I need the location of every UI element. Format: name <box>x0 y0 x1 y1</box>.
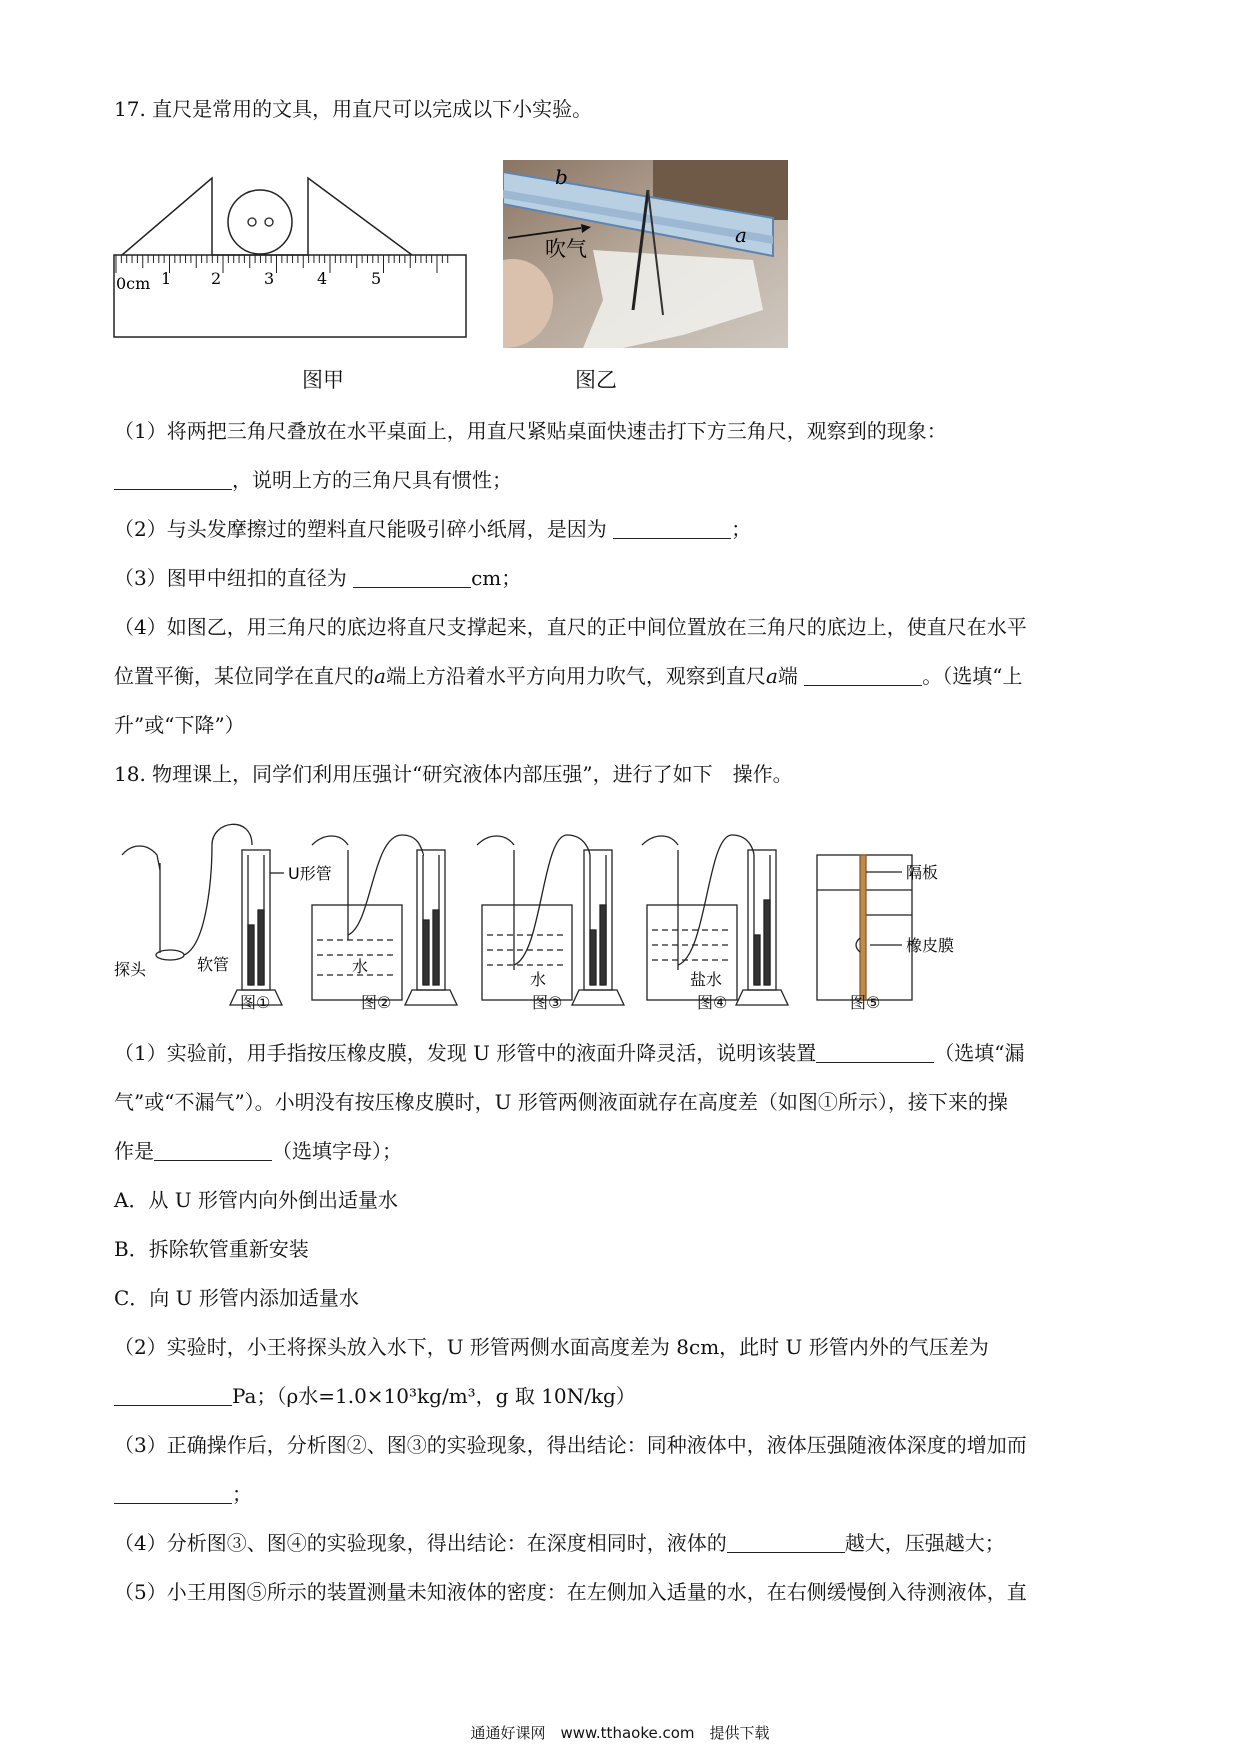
caption-fig3: 图③ <box>532 993 563 1012</box>
label-b: b <box>555 165 568 189</box>
label-water-3: 水 <box>530 970 547 989</box>
q17-part4-line3: 升”或“下降”） <box>114 713 245 737</box>
q18-option-b: B．拆除软管重新安装 <box>114 1237 309 1261</box>
q17-part4-line1: （4）如图乙，用三角尺的底边将直尺支撑起来，直尺的正中间位置放在三角尺的底边上，使直尺在水平 <box>114 615 1027 639</box>
q18-part3-line2: ； <box>114 1481 252 1507</box>
label-water-2: 水 <box>352 957 369 976</box>
answer-blank[interactable] <box>114 1385 232 1406</box>
q17-part2: （2）与头发摩擦过的塑料直尺能吸引碎小纸屑，是因为 ； <box>114 517 752 541</box>
label-u-tube: U形管 <box>288 864 332 883</box>
answer-blank[interactable] <box>353 567 471 588</box>
label-a: a <box>735 223 747 247</box>
ruler-unit-label: 0cm <box>116 274 151 293</box>
figure-jia <box>112 160 472 345</box>
label-soft-tube: 软管 <box>197 955 230 974</box>
q18-part1-line1: （1）实验前，用手指按压橡皮膜，发现 U 形管中的液面升降灵活，说明该装置 （选填“漏 <box>114 1041 1025 1065</box>
caption-fig1: 图① <box>240 993 271 1012</box>
answer-blank[interactable] <box>114 1483 232 1504</box>
label-salt-water: 盐水 <box>690 970 723 989</box>
caption-jia: 图甲 <box>302 368 344 392</box>
page-footer: 通通好课网 www.tthaoke.com 提供下载 <box>470 1724 770 1742</box>
answer-blank[interactable] <box>114 469 232 490</box>
caption-fig2: 图② <box>361 993 392 1012</box>
q18-part3-line1: （3）正确操作后，分析图②、图③的实验现象，得出结论：同种液体中，液体压强随液体深度的增加而 <box>114 1433 1027 1457</box>
label-probe: 探头 <box>114 960 147 979</box>
q17-title: 17. 直尺是常用的文具，用直尺可以完成以下小实验。 <box>114 97 593 121</box>
ruler-tick-5: 5 <box>371 269 382 288</box>
answer-blank[interactable] <box>816 1042 934 1063</box>
q17-part1-line2: ，说明上方的三角尺具有惯性； <box>114 467 512 493</box>
ruler-tick-3: 3 <box>264 269 275 288</box>
ruler-tick-2: 2 <box>211 269 222 288</box>
q17-part3: （3）图甲中纽扣的直径为 cm； <box>114 566 522 590</box>
answer-blank[interactable] <box>727 1532 845 1553</box>
answer-blank[interactable] <box>804 665 922 686</box>
q17-part4-line2: 位置平衡，某位同学在直尺的a端上方沿着水平方向用力吹气，观察到直尺a端 。（选填“上 <box>114 664 1023 688</box>
q17-part1-line1: （1）将两把三角尺叠放在水平桌面上，用直尺紧贴桌面快速击打下方三角尺，观察到的现象： <box>114 419 947 443</box>
q18-option-c: C．向 U 形管内添加适量水 <box>114 1286 359 1310</box>
q18-part1-line3: 作是 （选填字母）； <box>114 1139 402 1163</box>
label-membrane: 橡皮膜 <box>906 936 955 955</box>
caption-yi: 图乙 <box>575 368 617 392</box>
q18-part4: （4）分析图③、图④的实验现象，得出结论：在深度相同时，液体的 越大，压强越大； <box>114 1531 1005 1555</box>
q18-title: 18. 物理课上，同学们利用压强计“研究液体内部压强”，进行了如下 操作。 <box>114 762 793 786</box>
q18-part2-line1: （2）实验时，小王将探头放入水下，U 形管两侧水面高度差为 8cm，此时 U 形管内外的气压差为 <box>114 1335 989 1359</box>
caption-fig5: 图⑤ <box>850 993 881 1012</box>
q18-part1-line2: 气”或“不漏气”）。小明没有按压橡皮膜时，U 形管两侧液面就存在高度差（如图①所示），接下来的操 <box>114 1090 1008 1114</box>
figure-yi-photo <box>503 160 788 348</box>
caption-fig4: 图④ <box>697 993 728 1012</box>
q18-part2-line2: Pa；（ρ水=1.0×10³kg/m³，g 取 10N/kg） <box>114 1383 636 1409</box>
answer-blank[interactable] <box>154 1140 272 1161</box>
q18-option-a: A．从 U 形管内向外倒出适量水 <box>114 1188 399 1212</box>
label-partition: 隔板 <box>906 863 939 882</box>
ruler-tick-1: 1 <box>161 269 172 288</box>
label-blow: 吹气 <box>545 237 587 261</box>
answer-blank[interactable] <box>613 518 731 539</box>
q18-part5: （5）小王用图⑤所示的装置测量未知液体的密度：在左侧加入适量的水，在右侧缓慢倒入待测液体，直 <box>114 1580 1027 1604</box>
ruler-tick-4: 4 <box>317 269 328 288</box>
